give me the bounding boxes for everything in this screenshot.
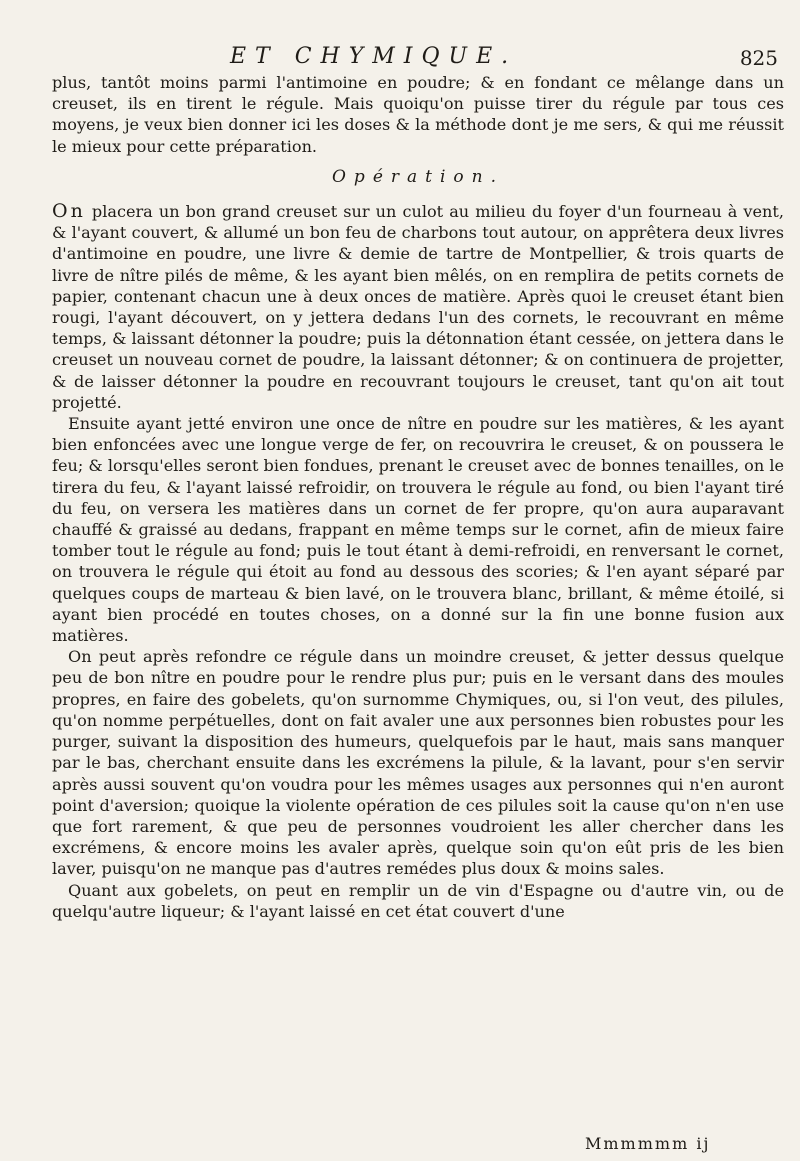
- paragraph-intro: plus, tantôt moins parmi l'antimoine en poudre; & en fondant ce mêlange dans un creuset, ils en tirent le régule. Mais quoiqu'on puisse tirer du régule par tous ces moyens, je veux bien donner ici les doses & la méthode dont je me sers, & qui me réussit le mieux pour cette préparation.: [52, 73, 784, 156]
- lead-word: On: [52, 200, 86, 223]
- body-text: [52, 72, 784, 922]
- running-head: ET CHYMIQUE.: [230, 44, 518, 69]
- section-heading: Opération.: [332, 166, 504, 187]
- paragraph-operation: [52, 201, 784, 413]
- paragraph-ensuite: Ensuite ayant jetté environ une once de nître en poudre sur les matières, & les ayant bien enfoncées avec une longue verge de fer, on recouvrira le creuset, & on poussera le feu; & lorsqu'elles seront bien fondues, prenant le creuset avec de bonnes tenailles, on le tirera du feu, & l'ayant laissé refroidir, on trouvera le régule au fond, ou bien l'ayant tiré du feu, on versera les matières dans un cornet de fer propre, qu'on aura auparavant chauffé & graissé au dedans, frappant en même temps sur le cornet, afin de mieux faire tomber tout le régule au fond; puis le tout étant à demi-refroidi, en renversant le cornet, on trouvera le régule qui étoit au fond au dessous des scories; & l'en ayant séparé par quelques coups de marteau & bien lavé, on le trouvera blanc, brillant, & même étoilé, si ayant bien procédé en toutes choses, on a donné sur la fin une bonne fusion aux matières.: [52, 414, 785, 646]
- paragraph-refondre: On peut après refondre ce régule dans un moindre creuset, & jetter dessus quelque peu de bon nître en poudre pour le rendre plus pur; puis en le versant dans des moules propres, en faire des gobelets, qu'on surnomme Chymiques, ou, si l'on veut, des pilules, qu'on nomme perpétuelles, dont on fait avaler une aux personnes bien robustes pour les purger, suivant la disposition des humeurs, quelquefois par le haut, mais sans manquer par le bas, cherchant ensuite dans les excrémens la pilule, & la lavant, pour s'en servir après aussi souvent qu'on voudra pour les mêmes usages aux personnes qui n'en auront point d'aversion; quoique la violente opération de ces pilules soit la cause qu'on n'en use que fort rarement, & que peu de personnes voudroient les aller chercher dans les excrémens, & encore moins les avaler après, quelque soin qu'on eût pris de les bien laver, puisqu'on ne manque pas d'autres remédes plus doux & moins sales.: [52, 647, 784, 879]
- signature-mark: Mmmmmm ij: [585, 1134, 711, 1153]
- page-number: 825: [739, 46, 778, 70]
- paragraph-operation-text: placera un bon grand creuset sur un culot au milieu du foyer d'un fourneau à vent, & l'ayant couvert, & allumé un bon feu de charbons tout autour, on apprêtera deux livres d'antimoine en poudre, une livre & demie de tartre de Montpellier, & trois quarts de livre de nître pilés de même, & les ayant bien mêlés, on en remplira de petits cornets de papier, contenant chacun une à deux onces de matière. Après quoi le creuset étant bien rougi, l'ayant découvert, on y jettera dedans l'un des cornets, le recouvrant en même temps, & laissant détonner la poudre; puis la détonnation étant cessée, on jettera dans le creuset un nouveau cornet de poudre, la laissant détonner; & on continuera de projetter, & de laisser détonner la poudre en recouvrant toujours le creuset, tant qu'on ait tout projetté.: [52, 202, 785, 412]
- paragraph-gobelets: Quant aux gobelets, on peut en remplir un de vin d'Espagne ou d'autre vin, ou de quelqu'autre liqueur; & l'ayant laissé en cet état couvert d'une: [52, 880, 784, 921]
